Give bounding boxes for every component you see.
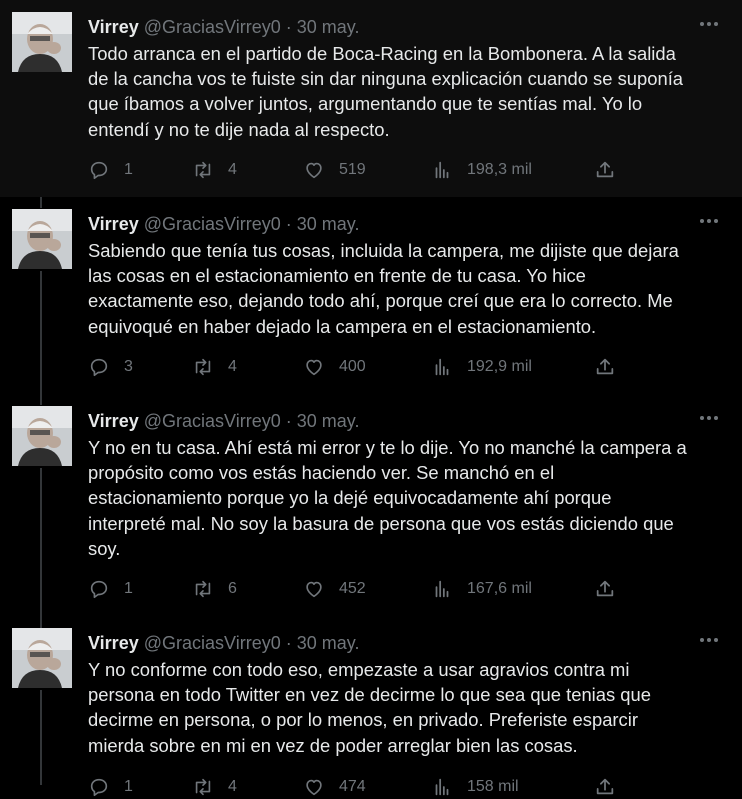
tweet-text xyxy=(88,657,728,758)
reply-count: 1 xyxy=(124,580,133,597)
tweet-actions xyxy=(88,775,628,799)
tweet-text-line: estacionamiento porque yo la dejé equivocadamente ahí porque xyxy=(88,487,612,509)
tweet-text-line: las cosas en el estacionamiento en frente de tu casa. Yo hice xyxy=(88,265,586,287)
retweet-icon xyxy=(192,159,214,181)
author-name[interactable]: Virrey xyxy=(88,633,139,653)
author-name[interactable]: Virrey xyxy=(88,214,139,234)
tweet-text-line: de la cancha vos te fuiste sin dar ninguna explicación cuando se suponía xyxy=(88,68,684,90)
share-icon xyxy=(594,578,616,600)
retweet-icon xyxy=(192,578,214,600)
tweet[interactable] xyxy=(0,0,742,197)
reply-icon xyxy=(88,356,110,378)
tweet-text-line: exactamente eso, dejando todo ahí, porque creí que era lo correcto. Me xyxy=(88,290,673,312)
tweet[interactable] xyxy=(0,616,742,795)
avatar[interactable] xyxy=(12,628,72,688)
more-icon[interactable] xyxy=(700,416,718,420)
tweet-actions xyxy=(88,577,628,601)
views-button[interactable] xyxy=(431,355,532,379)
tweet-actions xyxy=(88,158,628,182)
share-button[interactable] xyxy=(594,775,630,799)
tweet-date[interactable]: 30 may. xyxy=(296,214,360,234)
like-count: 519 xyxy=(339,161,366,178)
views-count: 198,3 mil xyxy=(467,161,532,178)
tweet-text xyxy=(88,435,728,561)
views-count: 158 mil xyxy=(467,778,519,795)
retweet-count: 6 xyxy=(228,580,237,597)
tweet-text xyxy=(88,238,728,339)
separator: · xyxy=(285,214,292,234)
more-icon[interactable] xyxy=(700,219,718,223)
like-icon xyxy=(303,356,325,378)
reply-button[interactable] xyxy=(88,775,133,799)
share-button[interactable] xyxy=(594,577,630,601)
reply-button[interactable] xyxy=(88,158,133,182)
tweet-text-line: Y no en tu casa. Ahí está mi error y te lo dije. Yo no manché la campera a xyxy=(88,437,687,458)
retweet-button[interactable] xyxy=(192,577,237,601)
reply-icon xyxy=(88,578,110,600)
views-button[interactable] xyxy=(431,577,532,601)
reply-icon xyxy=(88,776,110,798)
author-name[interactable]: Virrey xyxy=(88,411,139,431)
like-button[interactable] xyxy=(303,775,366,799)
tweet[interactable] xyxy=(0,394,742,616)
views-count: 192,9 mil xyxy=(467,358,532,375)
reply-count: 3 xyxy=(124,358,133,375)
tweet-text-line: soy. xyxy=(88,537,121,559)
more-icon[interactable] xyxy=(700,638,718,642)
retweet-count: 4 xyxy=(228,358,237,375)
like-icon xyxy=(303,578,325,600)
views-count: 167,6 mil xyxy=(467,580,532,597)
tweet-text-line: entendí y no te dije nada al respecto. xyxy=(88,118,390,140)
author-handle[interactable]: @GraciasVirrey0 xyxy=(143,633,281,653)
author-handle[interactable]: @GraciasVirrey0 xyxy=(143,17,281,37)
author-handle[interactable]: @GraciasVirrey0 xyxy=(143,411,281,431)
views-icon xyxy=(431,356,453,378)
tweet-date[interactable]: 30 may. xyxy=(296,17,360,37)
tweet-header xyxy=(88,213,359,235)
tweet-text-line: Todo arranca en el partido de Boca-Racing en la Bombonera. A la salida xyxy=(88,43,676,64)
tweet-text-line: Sabiendo que tenía tus cosas, incluida la campera, me dijiste que dejara xyxy=(88,240,679,261)
reply-icon xyxy=(88,159,110,181)
like-count: 474 xyxy=(339,778,366,795)
separator: · xyxy=(285,17,292,37)
share-button[interactable] xyxy=(594,158,630,182)
reply-count: 1 xyxy=(124,161,133,178)
tweet-header xyxy=(88,410,359,432)
like-icon xyxy=(303,776,325,798)
tweet-text-line: equivoqué en haber dejado la campera en el estacionamiento. xyxy=(88,315,597,337)
share-icon xyxy=(594,776,616,798)
tweet-text-line: interpreté mal. No soy la basura de persona que vos estás diciendo que xyxy=(88,512,674,534)
views-icon xyxy=(431,776,453,798)
separator: · xyxy=(285,411,292,431)
like-icon xyxy=(303,159,325,181)
share-button[interactable] xyxy=(594,355,630,379)
retweet-icon xyxy=(192,356,214,378)
like-button[interactable] xyxy=(303,577,366,601)
retweet-icon xyxy=(192,776,214,798)
avatar[interactable] xyxy=(12,406,72,466)
reply-count: 1 xyxy=(124,778,133,795)
author-name[interactable]: Virrey xyxy=(88,17,139,37)
avatar[interactable] xyxy=(12,12,72,72)
views-button[interactable] xyxy=(431,158,532,182)
tweet-text-line: propósito como vos estás haciendo ver. Se manchó en el xyxy=(88,462,555,484)
author-handle[interactable]: @GraciasVirrey0 xyxy=(143,214,281,234)
separator: · xyxy=(285,633,292,653)
views-icon xyxy=(431,159,453,181)
tweet-text-line: que íbamos a volver juntos, argumentando que te sentías mal. Yo lo xyxy=(88,93,643,115)
reply-button[interactable] xyxy=(88,577,133,601)
share-icon xyxy=(594,356,616,378)
like-button[interactable] xyxy=(303,158,366,182)
tweet-text-line: persona en todo Twitter en vez de decirme lo que sea que tenias que xyxy=(88,684,651,706)
avatar[interactable] xyxy=(12,209,72,269)
retweet-button[interactable] xyxy=(192,158,237,182)
like-count: 400 xyxy=(339,358,366,375)
tweet-actions xyxy=(88,355,628,379)
retweet-button[interactable] xyxy=(192,355,237,379)
tweet-header xyxy=(88,632,359,654)
retweet-count: 4 xyxy=(228,778,237,795)
tweet-text xyxy=(88,41,728,142)
share-icon xyxy=(594,159,616,181)
tweet-text-line: decirme en persona, o por lo menos, en privado. Preferiste esparcir xyxy=(88,709,638,731)
tweet[interactable] xyxy=(0,197,742,394)
retweet-count: 4 xyxy=(228,161,237,178)
views-button[interactable] xyxy=(431,775,519,799)
tweet-header xyxy=(88,16,359,38)
tweet-text-line: Y no conforme con todo eso, empezaste a usar agravios contra mi xyxy=(88,659,630,680)
like-count: 452 xyxy=(339,580,366,597)
views-icon xyxy=(431,578,453,600)
reply-button[interactable] xyxy=(88,355,133,379)
tweet-date[interactable]: 30 may. xyxy=(296,411,360,431)
tweet-date[interactable]: 30 may. xyxy=(296,633,360,653)
tweet-text-line: mierda sobre en mi en vez de poder arreglar bien las cosas. xyxy=(88,734,578,756)
retweet-button[interactable] xyxy=(192,775,237,799)
like-button[interactable] xyxy=(303,355,366,379)
more-icon[interactable] xyxy=(700,22,718,26)
